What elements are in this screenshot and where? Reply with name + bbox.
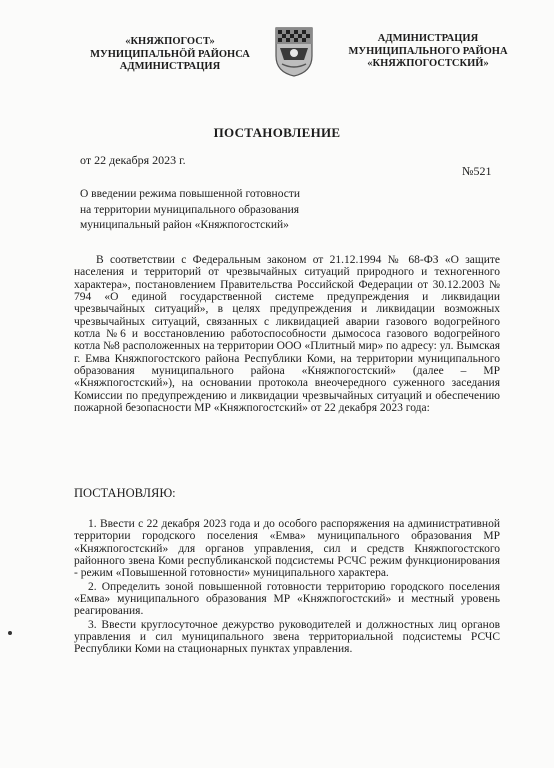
header-right-line: «КНЯЖПОГОСТСКИЙ» [367,58,489,69]
document-subject [80,187,360,234]
decree-items [74,518,500,657]
subject-line: муниципальный район «Княжпогостский» [80,219,289,231]
header-right-line: АДМИНИСТРАЦИЯ [377,33,479,44]
subject-line: на территории муниципального образования [80,203,300,216]
margin-dot [8,631,12,635]
document-title: ПОСТАНОВЛЕНИЕ [213,125,341,140]
document-date: от 22 декабря 2023 г. [80,153,186,167]
preamble-paragraph: В соответствии с Федеральным законом от 21.12.1994 № 68-ФЗ «О защите населения и территорий от чрезвычайных ситуаций природного и техногенного характера», постановлением Правительства Российской Федерации от 30.12.2003 № 794 «О единой государственной системе предупреждения и ликвидации чрезвычайных ситуаций», в целях предупреждения и ликвидации возможных чрезвычайных ситуаций, связанных с ликвидацией аварии газового водогрейного котла №6 и восстановлению работоспособности дымососа газового водогрейного котла №8 расположенных на территории ООО «Плитный мир» по адресу: ул. Вымская г. Емва Княжпогостского района Республики Коми, на территории муниципального образования муниципального района «Княжпогостский» (далее – МР «Княжпогостский»), на основании протокола внеочередного суженного заседания Комиссии по предупреждению и ликвидации чрезвычайных ситуаций и обеспечению пожарной безопасности МР «Княжпогостский» от 22 декабря 2023 года: [74,254,500,415]
subject-line: О введении режима повышенной готовности [80,188,301,200]
header-right-line: МУНИЦИПАЛЬНОГО РАЙОНА [348,45,508,57]
header-left-komi [72,36,268,74]
header-right-russian [340,33,516,71]
header-left-line: МУНИЦИПАЛЬНӦЙ РАЙОНСА [90,48,250,60]
preamble [74,254,500,414]
decree-word: ПОСТАНОВЛЯЮ: [74,486,176,500]
decree-item-3: 3. Ввести круглосуточное дежурство руководителей и должностных лиц органов управления и сил муниципального звена территориальной подсистемы РСЧС Республики Коми на стационарных пунктах управления. [74,618,500,656]
header-left-line: «КНЯЖПОГОСТ» [125,36,215,47]
header-left-line: АДМИНИСТРАЦИЯ [119,61,221,72]
coat-of-arms-emblem [274,26,314,78]
decree-item-1: 1. Ввести с 22 декабря 2023 года и до особого распоряжения на административной территории городского поселения «Емва» муниципального образования МР «Княжпогостский» для органов управления, сил и средств Княжпогостского районного звена Коми республиканской подсистемы РСЧС режим функционирования - режим «Повышенной готовности» муниципального характера. [74,518,500,580]
decree-item-2: 2. Определить зоной повышенной готовности территорию городского поселения «Емва» муниципального образования МР «Княжпогостский» и местный уровень реагирования. [74,580,500,618]
document-number: №521 [462,164,492,178]
